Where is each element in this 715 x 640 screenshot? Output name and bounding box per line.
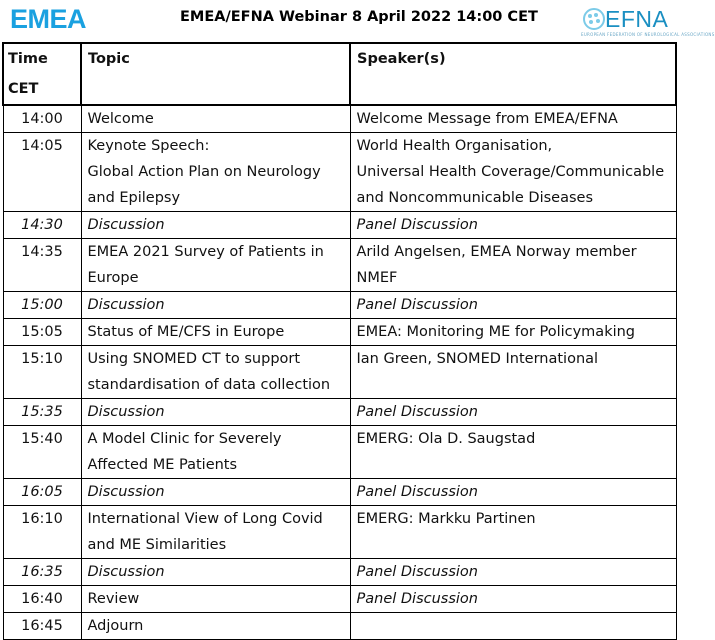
table-header-row [3, 43, 676, 105]
cell-time: 15:35 [3, 399, 81, 426]
speaker-line: EMEA: Monitoring ME for Policymaking [356, 324, 636, 340]
brain-icon [581, 6, 607, 32]
table-row [3, 133, 676, 212]
cell-time: 16:45 [3, 613, 81, 640]
cell-time: 15:10 [3, 346, 81, 399]
table-row [3, 479, 676, 506]
table-row [3, 292, 676, 319]
cell-time: 16:05 [3, 479, 81, 506]
cell-topic [81, 292, 350, 319]
topic-line: A Model Clinic for Severely [87, 431, 282, 447]
cell-speaker [350, 212, 676, 239]
cell-topic [81, 426, 350, 479]
cell-speaker [350, 346, 676, 399]
table-row [3, 399, 676, 426]
speaker-line: World Health Organisation, [356, 138, 553, 154]
topic-line: Discussion [87, 484, 165, 500]
topic-line: Status of ME/CFS in Europe [87, 324, 285, 340]
cell-topic [81, 133, 350, 212]
cell-topic [81, 319, 350, 346]
table-row [3, 559, 676, 586]
topic-line: Europe [87, 270, 139, 286]
header-time: Time CET [3, 43, 81, 105]
cell-speaker [350, 399, 676, 426]
speaker-line: Welcome Message from EMEA/EFNA [356, 111, 618, 127]
topic-line: International View of Long Covid [87, 511, 323, 527]
topic-line: Discussion [87, 297, 165, 313]
speaker-line: Panel Discussion [356, 217, 478, 233]
header [0, 0, 715, 42]
topic-line: Discussion [87, 404, 165, 420]
cell-topic [81, 239, 350, 292]
cell-topic [81, 105, 350, 133]
cell-time: 14:35 [3, 239, 81, 292]
cell-topic [81, 479, 350, 506]
table-row [3, 613, 676, 640]
topic-line: and Epilepsy [87, 190, 181, 206]
speaker-line: Ian Green, SNOMED International [356, 351, 599, 367]
cell-speaker [350, 426, 676, 479]
page-title: EMEA/EFNA Webinar 8 April 2022 14:00 CET [180, 9, 538, 25]
cell-speaker [350, 105, 676, 133]
topic-line: EMEA 2021 Survey of Patients in [87, 244, 324, 260]
cell-topic [81, 212, 350, 239]
topic-line: Global Action Plan on Neurology [87, 164, 321, 180]
speaker-line: Universal Health Coverage/Communicable [356, 164, 665, 180]
cell-time: 16:10 [3, 506, 81, 559]
header-speaker: Speaker(s) [350, 43, 676, 105]
table-row [3, 426, 676, 479]
cell-speaker [350, 559, 676, 586]
cell-topic [81, 559, 350, 586]
table-row [3, 212, 676, 239]
topic-line: Welcome [87, 111, 154, 127]
table-row [3, 586, 676, 613]
table-row [3, 239, 676, 292]
speaker-line: Panel Discussion [356, 297, 478, 313]
table-row [3, 105, 676, 133]
speaker-line: Panel Discussion [356, 591, 478, 607]
cell-speaker [350, 133, 676, 212]
speaker-line: and Noncommunicable Diseases [356, 190, 594, 206]
speaker-line: Arild Angelsen, EMEA Norway member [356, 244, 637, 260]
cell-topic [81, 399, 350, 426]
cell-topic [81, 586, 350, 613]
cell-time: 15:05 [3, 319, 81, 346]
cell-time: 14:00 [3, 105, 81, 133]
cell-time: 14:05 [3, 133, 81, 212]
speaker-line: NMEF [356, 270, 398, 286]
topic-line: Using SNOMED CT to support [87, 351, 301, 367]
header-topic: Topic [81, 43, 350, 105]
cell-speaker [350, 319, 676, 346]
topic-line: standardisation of data collection [87, 377, 331, 393]
cell-time: 16:35 [3, 559, 81, 586]
table-row [3, 346, 676, 399]
speaker-line: Panel Discussion [356, 404, 478, 420]
cell-speaker [350, 613, 676, 640]
agenda-table [2, 42, 677, 640]
speaker-line: EMERG: Ola D. Saugstad [356, 431, 536, 447]
topic-line: Adjourn [87, 618, 144, 634]
cell-time: 15:00 [3, 292, 81, 319]
topic-line: and ME Similarities [87, 537, 227, 553]
cell-topic [81, 506, 350, 559]
table-row [3, 506, 676, 559]
emea-logo: EMEA [10, 4, 87, 34]
speaker-line: Panel Discussion [356, 564, 478, 580]
cell-time: 16:40 [3, 586, 81, 613]
cell-speaker [350, 586, 676, 613]
topic-line: Discussion [87, 564, 165, 580]
cell-speaker [350, 479, 676, 506]
speaker-line: EMERG: Markku Partinen [356, 511, 536, 527]
agenda-body [3, 105, 676, 640]
cell-time: 14:30 [3, 212, 81, 239]
cell-topic [81, 346, 350, 399]
topic-line: Keynote Speech: [87, 138, 210, 154]
cell-topic [81, 613, 350, 640]
cell-time: 15:40 [3, 426, 81, 479]
cell-speaker [350, 239, 676, 292]
topic-line: Affected ME Patients [87, 457, 238, 473]
table-row [3, 319, 676, 346]
topic-line: Review [87, 591, 140, 607]
efna-subtitle: EUROPEAN FEDERATION OF NEUROLOGICAL ASSOCIATIONS [581, 32, 715, 37]
efna-wordmark: EFNA [605, 6, 669, 32]
topic-line: Discussion [87, 217, 165, 233]
speaker-line: Panel Discussion [356, 484, 478, 500]
efna-logo [581, 4, 715, 38]
cell-speaker [350, 292, 676, 319]
cell-speaker [350, 506, 676, 559]
